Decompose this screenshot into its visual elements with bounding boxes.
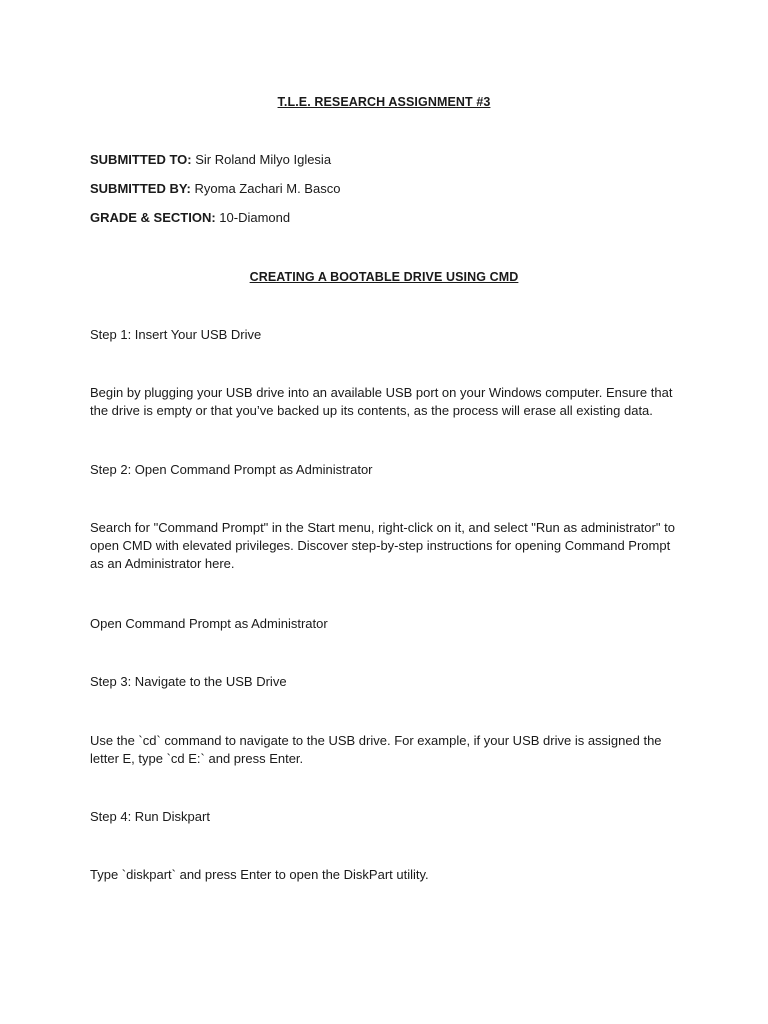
body-paragraph: Use the `cd` command to navigate to the USB drive. For example, if your USB drive is assigned the letter E, type `cd E:` and press Enter. — [90, 733, 662, 766]
step-heading: Step 1: Insert Your USB Drive — [90, 327, 262, 342]
document-title: T.L.E. RESEARCH ASSIGNMENT #3 — [277, 95, 491, 109]
submitted-to-value: Sir Roland Milyo Iglesia — [195, 152, 332, 167]
submitted-by-line — [90, 180, 690, 198]
step-heading: Step 3: Navigate to the USB Drive — [90, 674, 287, 689]
grade-section-line — [90, 209, 690, 227]
step-heading: Step 2: Open Command Prompt as Administrator — [90, 462, 373, 477]
submitted-to-line — [90, 151, 690, 169]
grade-section-value: 10-Diamond — [219, 210, 291, 225]
body-line: Open Command Prompt as Administrator — [90, 616, 328, 631]
document-subtitle: CREATING A BOOTABLE DRIVE USING CMD — [249, 270, 519, 284]
submitted-by-value: Ryoma Zachari M. Basco — [194, 181, 341, 196]
body-paragraph: Begin by plugging your USB drive into an available USB port on your Windows computer. Ensure that the drive is empty or that you’ve backed up its contents, as the process will erase all existing data. — [90, 385, 673, 418]
step-heading: Step 4: Run Diskpart — [90, 809, 210, 824]
body-paragraph: Search for "Command Prompt" in the Start menu, right-click on it, and select "Run as administrator" to open CMD with elevated privileges. Discover step-by-step instructions for opening Command Prompt as an Administrator here. — [90, 520, 675, 571]
submitted-to-label: SUBMITTED TO: — [90, 152, 192, 167]
submitted-by-label: SUBMITTED BY: — [90, 181, 191, 196]
body-line: Type `diskpart` and press Enter to open the DiskPart utility. — [90, 867, 429, 882]
grade-section-label: GRADE & SECTION: — [90, 210, 216, 225]
